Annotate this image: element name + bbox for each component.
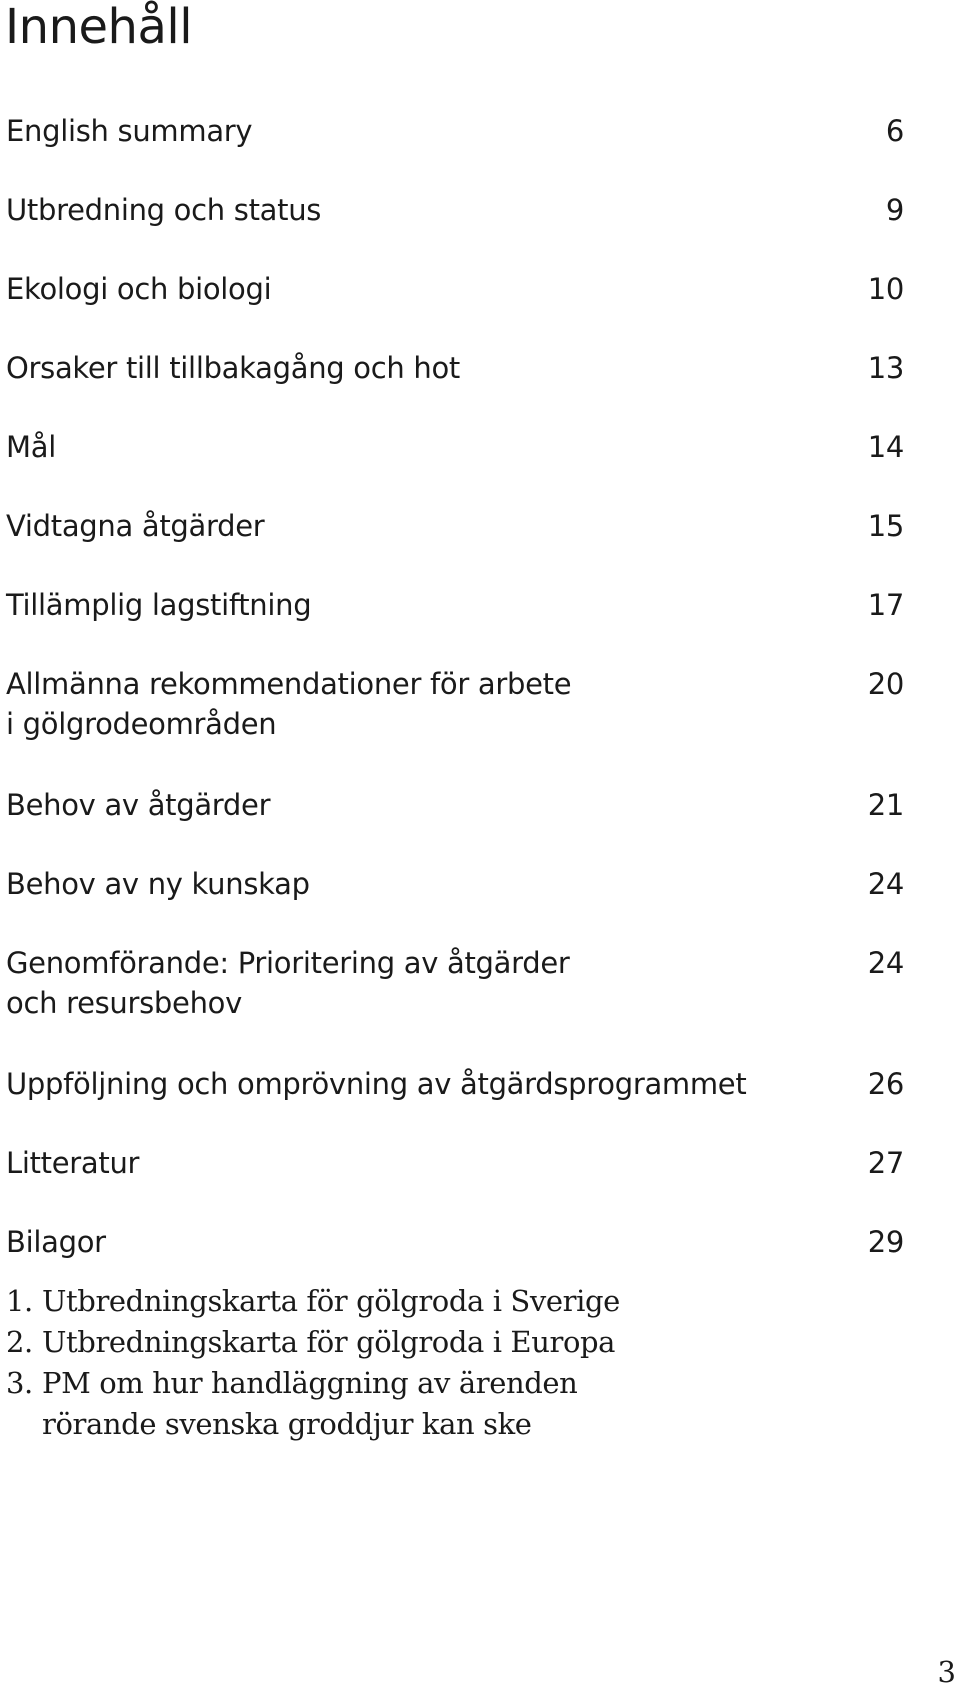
toc-entry-label [6, 1143, 826, 1183]
toc-entry[interactable] [6, 348, 904, 388]
toc-entry-label-line: Behov av åtgärder [6, 788, 271, 822]
appendix-title [42, 1363, 577, 1445]
toc-entry-label-line: Utbredning och status [6, 193, 322, 227]
toc-entry[interactable] [6, 785, 904, 825]
toc-entry-label-line: English summary [6, 114, 253, 148]
toc-entry-label-line: i gölgrodeområden [6, 707, 277, 741]
appendix-title-line: rörande svenska groddjur kan ske [42, 1407, 532, 1441]
toc-entry[interactable] [6, 190, 904, 230]
toc-entry-label-line: Uppföljning och omprövning av åtgärdsprogrammet [6, 1067, 747, 1101]
toc-entry[interactable] [6, 1143, 904, 1183]
toc-entry-label-line: Litteratur [6, 1146, 140, 1180]
toc-entry-label [6, 506, 826, 546]
appendix-title [42, 1322, 615, 1363]
toc-entry[interactable] [6, 506, 904, 546]
toc-entry-label [6, 1064, 826, 1104]
toc-entry-label [6, 427, 826, 467]
toc-entry[interactable] [6, 269, 904, 309]
page-title: Innehåll [5, 0, 193, 55]
toc-entry-page: 20 [867, 667, 904, 701]
appendix-list [6, 1281, 620, 1445]
toc-entry-label-line: Behov av ny kunskap [6, 867, 310, 901]
toc-entry-page: 13 [867, 351, 904, 385]
toc-entry-label [6, 585, 826, 625]
appendix-title-line: Utbredningskarta för gölgroda i Europa [42, 1325, 616, 1359]
toc-entry[interactable] [6, 1222, 904, 1262]
appendix-title-line: Utbredningskarta för gölgroda i Sverige [42, 1284, 620, 1318]
appendix-item [6, 1363, 620, 1445]
appendix-title [42, 1281, 620, 1322]
toc-entry[interactable] [6, 427, 904, 467]
toc-entry-label [6, 269, 826, 309]
toc-entry-page: 15 [867, 509, 904, 543]
toc-entry-label [6, 111, 826, 151]
appendix-item [6, 1322, 620, 1363]
toc-entry-label-line: Bilagor [6, 1225, 106, 1259]
toc-entry-page: 24 [867, 946, 904, 980]
toc-entry[interactable] [6, 1064, 904, 1104]
toc-entry-label-line: Orsaker till tillbakagång och hot [6, 351, 460, 385]
toc-entry-page: 26 [867, 1067, 904, 1101]
toc-entry[interactable] [6, 864, 904, 904]
toc-entry[interactable] [6, 664, 904, 744]
toc-entry-label-line: Vidtagna åtgärder [6, 509, 265, 543]
toc-entry-label [6, 943, 826, 1023]
toc-entry-page: 14 [867, 430, 904, 464]
toc-entry-label-line: Ekologi och biologi [6, 272, 272, 306]
toc-entry-label [6, 190, 826, 230]
toc-entry-page: 24 [867, 867, 904, 901]
toc-entry-label-line: Mål [6, 430, 56, 464]
toc-entry[interactable] [6, 943, 904, 1023]
toc-entry[interactable] [6, 111, 904, 151]
toc-entry-label [6, 1222, 826, 1262]
toc-entry-label [6, 664, 826, 744]
appendix-number: 3. [6, 1366, 33, 1400]
toc-entry-label [6, 348, 826, 388]
toc-entry[interactable] [6, 585, 904, 625]
toc-entry-label-line: Tillämplig lagstiftning [6, 588, 312, 622]
toc-entry-label-line: Genomförande: Prioritering av åtgärder [6, 946, 570, 980]
toc-entry-page: 6 [885, 114, 904, 148]
appendix-item [6, 1281, 620, 1322]
toc-entry-page: 17 [867, 588, 904, 622]
toc-entry-page: 21 [867, 788, 904, 822]
toc-entry-label [6, 785, 826, 825]
table-of-contents [6, 111, 904, 1262]
toc-entry-page: 29 [867, 1225, 904, 1259]
appendix-number: 2. [6, 1325, 33, 1359]
appendix-number: 1. [6, 1284, 33, 1318]
toc-entry-page: 10 [867, 272, 904, 306]
appendix-title-line: PM om hur handläggning av ärenden [42, 1366, 578, 1400]
toc-entry-page: 27 [867, 1146, 904, 1180]
page-number: 3 [937, 1655, 956, 1689]
toc-entry-page: 9 [885, 193, 904, 227]
toc-entry-label-line: Allmänna rekommendationer för arbete [6, 667, 572, 701]
toc-entry-label-line: och resursbehov [6, 986, 242, 1020]
toc-entry-label [6, 864, 826, 904]
